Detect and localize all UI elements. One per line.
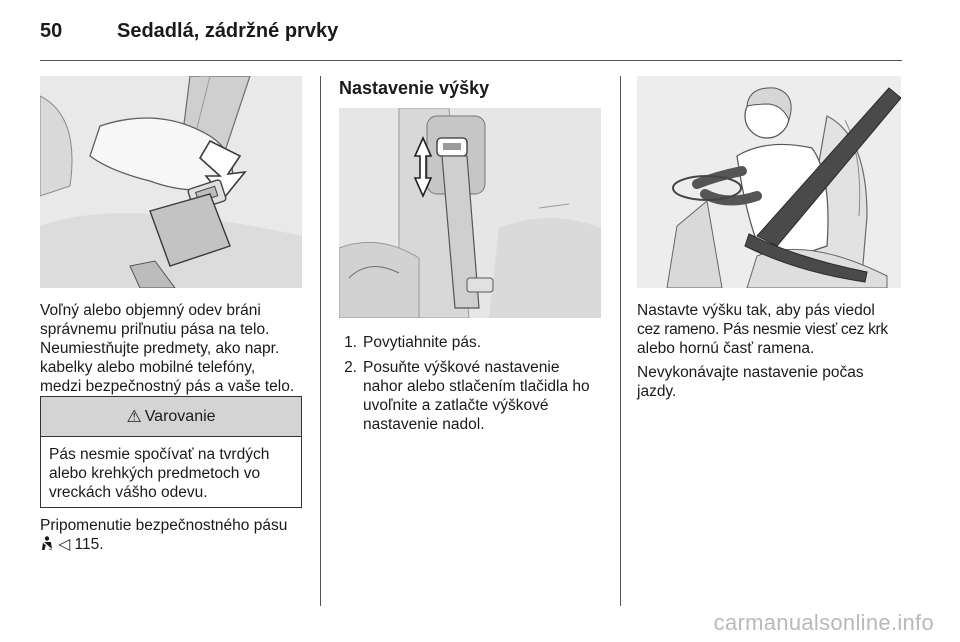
warning-body <box>41 437 301 510</box>
reminder-text: Pripomenutie bezpečnostného pásu <box>40 517 288 534</box>
seatbelt-reminder-icon <box>40 536 58 553</box>
text-line: nahor alebo stlačením tlačidla ho <box>363 378 590 395</box>
text-line: Nevykonávajte nastavenie počas <box>637 364 864 381</box>
text-line: Posuňte výškové nastavenie <box>363 359 560 376</box>
list-item <box>339 358 607 434</box>
text-line: Neumiestňujte predmety, ako napr. <box>40 340 280 357</box>
warning-header <box>41 397 301 437</box>
text-line: uvoľnite a zatlačte výškové <box>363 397 549 414</box>
text-line: Pás nesmie spočívať na tvrdých <box>49 446 270 463</box>
seatbelt-buckle-illustration <box>40 76 302 288</box>
step-number: 1. <box>344 334 357 351</box>
watermark: carmanualsonline.info <box>713 610 934 635</box>
height-adjustment-heading: Nastavenie výšky <box>339 78 490 98</box>
page-header <box>40 14 902 50</box>
text-line: správnemu priľnutiu pása na telo. <box>40 321 270 338</box>
height-adjuster-drawing <box>339 108 601 318</box>
text-line: Nastavte výšku tak, aby pás viedol <box>637 302 875 319</box>
seatbelt-reminder-note <box>40 516 304 554</box>
page-reference-icon: ◁ <box>58 536 71 553</box>
reference-page: 115. <box>74 536 104 553</box>
warning-triangle-icon: ⚠ <box>126 406 142 426</box>
text-line: Voľný alebo objemný odev bráni <box>40 302 261 319</box>
column-divider-right <box>620 76 621 606</box>
text-line: jazdy. <box>637 383 677 400</box>
step-text <box>363 333 481 352</box>
loose-clothing-note <box>40 301 304 396</box>
text-line: cez rameno. Pás nesmie viesť cez krk <box>637 321 888 338</box>
belt-routing-instructions <box>637 301 909 358</box>
driving-caution-note <box>637 363 909 401</box>
header-divider <box>40 60 902 61</box>
warning-box <box>40 396 302 508</box>
text-line: vreckách vášho odevu. <box>49 484 208 501</box>
text-line: Povytiahnite pás. <box>363 334 482 351</box>
height-adjuster-illustration <box>339 108 601 318</box>
text-line: alebo krehkých predmetoch vo <box>49 465 261 482</box>
text-line: medzi bezpečnostný pás a vaše telo. <box>40 378 295 395</box>
belt-routing-drawing <box>637 76 901 288</box>
adjustment-steps <box>339 333 607 440</box>
list-item <box>339 333 607 352</box>
text-line: nastavenie nadol. <box>363 416 485 433</box>
section-title: Sedadlá, zádržné prvky <box>117 20 339 42</box>
text-line: kabelky alebo mobilné telefóny, <box>40 359 256 376</box>
reminder-reference <box>40 535 304 554</box>
step-number: 2. <box>344 359 357 376</box>
step-text <box>363 358 590 434</box>
seatbelt-buckle-drawing <box>40 76 302 288</box>
warning-title: Varovanie <box>144 407 216 425</box>
belt-routing-illustration <box>637 76 901 288</box>
column-divider-left <box>320 76 321 606</box>
page-number: 50 <box>40 20 63 42</box>
text-line: alebo hornú časť ramena. <box>637 340 815 357</box>
